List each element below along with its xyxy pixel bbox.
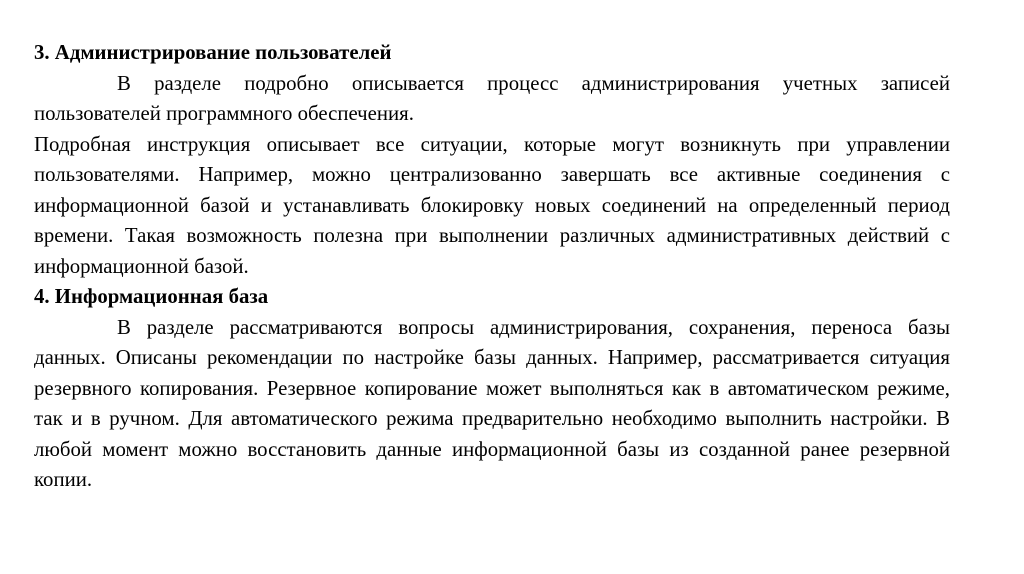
section-paragraph: В разделе подробно описывается процесс администрирования учетных записей пользователей программного обеспечения. [34, 71, 950, 125]
document-page [34, 38, 950, 496]
section-heading-information-base: 4. Информационная база [34, 285, 269, 308]
section-paragraph: Подробная инструкция описывает все ситуации, которые могут возникнуть при управлении пользователями. Например, можно централизованно завершать все активные соединения с информационной базой и устанавливать блокировку новых соединений на определенный период времени. Такая возможность полезна при выполнении различных административных действий с информационной базой. [34, 132, 950, 278]
section-paragraph: В разделе рассматриваются вопросы администрирования, сохранения, переноса базы данных. Описаны рекомендации по настройке базы данных. Например, рассматривается ситуация резервного копирования. Резервное копирование может выполняться как в автоматическом режиме, так и в ручном. Для автоматического режима предварительно необходимо выполнить настройки. В любой момент можно восстановить данные информационной базы из созданной ранее резервной копии. [34, 315, 950, 491]
section-heading-user-administration: 3. Администрирование пользователей [34, 41, 392, 64]
